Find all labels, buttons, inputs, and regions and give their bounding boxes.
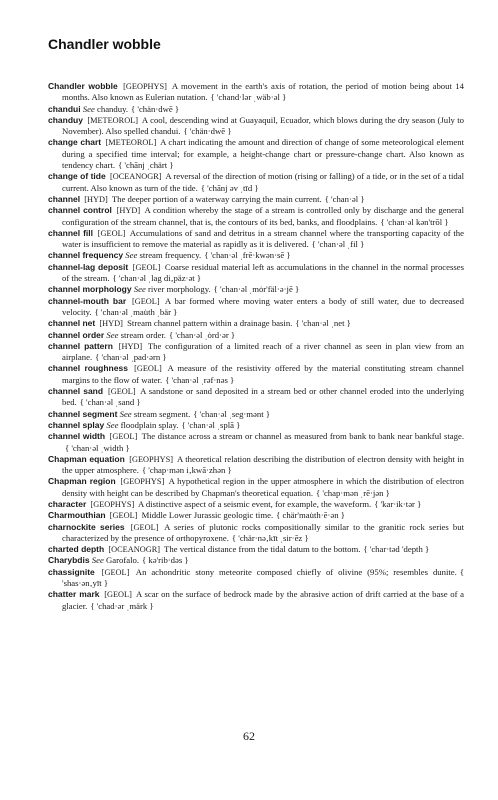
entry-subject-label: [HYD] <box>116 206 141 216</box>
entry-headword: character <box>48 498 87 509</box>
entry-headword: Charybdis <box>48 555 90 566</box>
entry-definition: Garofalo. <box>105 555 140 566</box>
entry-pronunciation: { 'chan·əl ˌnet } <box>295 318 351 329</box>
entry-definition: A series of plutonic rocks compositionally similar to the granitic rock series but characterized by the presence of orthopyroxene. <box>62 521 465 543</box>
dictionary-entry <box>48 510 464 521</box>
entry-definition: A theoretical relation describing the distribution of electron density with height in the upper atmosphere. <box>62 453 464 476</box>
entry-see-reference: See <box>91 555 104 566</box>
dictionary-entry <box>48 409 464 420</box>
dictionary-entry <box>48 341 464 364</box>
entry-pronunciation: { kə'rib·dəs } <box>142 555 189 566</box>
running-head: Chandler wobble <box>48 36 161 52</box>
entry-definition: The distance across a stream or channel as measured from bank to bank near bankful stage. <box>141 431 465 442</box>
entry-pronunciation: { 'chan·əl ˌseg·mənt } <box>193 408 271 419</box>
entry-pronunciation: { 'chand·lər ˌwäb·əl } <box>210 92 287 103</box>
dictionary-entry <box>48 330 464 341</box>
entry-headword: charted depth <box>48 544 105 555</box>
entry-headword: channel control <box>48 205 112 216</box>
entry-headword: channel-mouth bar <box>48 295 127 306</box>
dictionary-entry <box>48 228 464 251</box>
entry-headword: channel morphology <box>48 284 132 295</box>
entry-pronunciation: { 'chan·əl ˌfrē·kwən·sē } <box>204 250 291 261</box>
entry-headword: Chandler wobble <box>48 81 118 91</box>
entry-definition: Coarse residual material left as accumulations in the channel in the normal processes of the stream. <box>62 261 464 284</box>
entry-headword: channel sand <box>48 386 104 397</box>
entry-pronunciation: { 'chan·əl ˌlag di‚päz·ət } <box>112 273 202 284</box>
entry-headword: channel width <box>48 431 106 442</box>
entry-subject-label: [GEOPHYS] <box>123 82 167 91</box>
dictionary-entry <box>48 115 464 138</box>
entry-headword: chassignite <box>48 566 95 577</box>
entry-definition: The configuration of a limited reach of a river channel as seen in plan view from an airplane. <box>62 340 464 363</box>
dictionary-entry <box>48 194 464 205</box>
entry-definition: stream order. <box>120 329 166 340</box>
entry-pronunciation: { 'chär·nə‚kīt ˌsir·ēz } <box>231 532 309 543</box>
entry-pronunciation: { 'chan·əl ˌrəf·nəs } <box>165 374 235 385</box>
entry-definition: The deeper portion of a waterway carrying the main current. <box>111 193 322 204</box>
entry-subject-label: [HYD] <box>84 194 108 204</box>
entry-pronunciation: { chär'mau̇th·ē·ən } <box>276 510 345 521</box>
entry-definition: The vertical distance from the tidal datum to the bottom. <box>164 544 361 555</box>
entry-pronunciation: { 'chan·əl ˌsplā } <box>181 419 241 430</box>
entry-headword: change of tide <box>48 171 106 182</box>
entry-pronunciation: { 'chän·dwē } <box>131 103 180 114</box>
entry-subject-label: [GEOL] <box>101 567 130 577</box>
entry-headword: channel frequency <box>48 250 124 261</box>
entry-headword: channel roughness <box>48 363 128 374</box>
entry-subject-label: [GEOL] <box>132 262 161 272</box>
entry-pronunciation: { 'chan·əl ˌsand } <box>79 397 141 408</box>
dictionary-entry <box>48 555 464 566</box>
entry-definition: An achondritic stony meteorite composed chiefly of olivine (95%; resembles dunite. <box>135 566 457 577</box>
entry-headword: chatter mark <box>48 589 100 600</box>
entry-definition: A distinctive aspect of a seismic event, for example, the waveform. <box>137 498 372 509</box>
entry-headword: charnockite series <box>48 521 125 532</box>
entry-subject-label: [GEOL] <box>134 364 162 374</box>
dictionary-entry <box>48 386 464 409</box>
entry-subject-label: [GEOL] <box>104 590 132 600</box>
dictionary-entry <box>48 431 464 454</box>
entry-pronunciation: { 'chän·dwē } <box>183 126 232 137</box>
entry-pronunciation: { 'chan·əl ˌȯrd·ər } <box>168 329 236 340</box>
entry-pronunciation: { 'shas·ən‚yīt } <box>62 566 464 589</box>
entry-subject-label: [GEOPHYS] <box>120 477 165 487</box>
entry-headword: channel pattern <box>48 340 113 351</box>
entry-definition: stream segment. <box>133 408 191 419</box>
entry-pronunciation: { 'chap·mən ˌrē·jən } <box>316 487 390 498</box>
entry-pronunciation: { 'chad·ər ˌmärk } <box>90 600 154 611</box>
entry-pronunciation: { 'chānj əv ˌtīd } <box>200 182 259 193</box>
dictionary-entry <box>48 476 464 499</box>
entry-headword: channel splay <box>48 419 105 430</box>
entry-headword: channel segment <box>48 408 118 419</box>
entry-subject-label: [GEOPHYS] <box>90 499 135 509</box>
entry-subject-label: [HYD] <box>118 341 143 351</box>
entry-headword: channel net <box>48 318 96 329</box>
entry-subject-label: [OCEANOGR] <box>109 172 162 182</box>
entry-definition: stream frequency. <box>139 250 202 261</box>
entry-definition: A condition whereby the stage of a stream is controlled only by discharge and the general configuration of the stream channel, that is, the contours of its bed, banks, and floodplains. <box>62 205 464 227</box>
entry-headword: Chapman equation <box>48 453 125 464</box>
entry-definition: A movement in the earth's axis of rotation, the period of motion being about 14 months. Also known as Eulerian nutation. <box>62 81 464 103</box>
entry-see-reference: See <box>106 329 119 340</box>
entry-definition: chanduy. <box>97 103 129 114</box>
entry-see-reference: See <box>119 408 132 419</box>
entry-headword: channel order <box>48 329 105 340</box>
entry-subject-label: [GEOL] <box>109 511 138 521</box>
entry-headword: channel <box>48 193 81 204</box>
entry-definition: river morphology. <box>148 284 211 295</box>
entry-subject-label: [METEOROL] <box>87 115 139 125</box>
entry-headword: channel-lag deposit <box>48 261 129 272</box>
entry-list <box>48 81 464 612</box>
entry-see-reference: See <box>133 284 146 295</box>
dictionary-entry <box>48 250 464 261</box>
entry-subject-label: [METEOROL] <box>105 138 157 148</box>
entry-subject-label: [GEOPHYS] <box>129 454 174 464</box>
dictionary-entry <box>48 296 464 319</box>
dictionary-entry <box>48 205 464 228</box>
entry-headword: chanduy <box>48 114 83 125</box>
entry-headword: channel fill <box>48 227 93 238</box>
entry-definition: A sandstone or sand deposited in a stream bed or other channel eroded into the underlying bed. <box>62 386 465 408</box>
entry-subject-label: [GEOL] <box>97 228 126 238</box>
entry-subject-label: [GEOL] <box>107 387 136 397</box>
entry-pronunciation: { 'chan·əl ˌpad·ərn } <box>95 352 167 363</box>
entry-headword: chandui <box>48 103 81 114</box>
entry-pronunciation: { 'chap·mən i‚kwā·zhən } <box>141 465 232 476</box>
entry-pronunciation: { 'chan·əl ˌmȯr'fäl·ə·jē } <box>213 284 300 295</box>
entry-definition: Stream channel pattern within a drainage basin. <box>127 318 293 329</box>
entry-subject-label: [GEOL] <box>131 296 160 306</box>
dictionary-entry <box>48 318 464 329</box>
dictionary-entry <box>48 522 464 545</box>
entry-pronunciation: { 'kar·ik·tər } <box>374 498 422 509</box>
dictionary-entry <box>48 171 464 194</box>
entry-definition: A scar on the surface of bedrock made by the abrasive action of drift carried at the base of a glacier. <box>62 589 464 611</box>
dictionary-entry <box>48 284 464 295</box>
entry-see-reference: See <box>106 419 119 430</box>
dictionary-entry <box>48 589 464 612</box>
entry-pronunciation: { 'chan·əl ˌfil } <box>311 239 365 250</box>
dictionary-entry <box>48 454 464 477</box>
dictionary-entry <box>48 499 464 510</box>
dictionary-entry <box>48 262 464 285</box>
entry-definition: A chart indicating the amount and direction of change of some meteorological element during a specified time interval; for example, a height-change chart or pressure-change chart. Also known as tendency chart. <box>62 137 464 171</box>
entry-subject-label: [OCEANOGR] <box>108 545 160 555</box>
entry-pronunciation: { 'chānj ˌchärt } <box>118 160 174 171</box>
entry-subject-label: [GEOL] <box>109 432 138 442</box>
entry-definition: A measure of the resistivity offered by the material constituting stream channel margins to the flow of water. <box>62 363 464 385</box>
entry-headword: Chapman region <box>48 476 116 487</box>
entry-subject-label: [HYD] <box>99 319 123 329</box>
dictionary-entry <box>48 544 464 555</box>
entry-see-reference: See <box>125 250 138 261</box>
entry-pronunciation: { 'chan·əl } <box>324 193 365 204</box>
entry-headword: Charmouthian <box>48 510 106 521</box>
entry-headword: change chart <box>48 137 102 148</box>
dictionary-entry <box>48 81 464 104</box>
dictionary-entry <box>48 567 464 590</box>
dictionary-entry <box>48 363 464 386</box>
entry-definition: Accumulations of sand and detritus in a stream channel where the transporting capacity of the water is insufficient to remove the material as rapidly as it is delivered. <box>62 227 465 250</box>
entry-definition: A hypothetical region in the upper atmosphere in which the distribution of electron density with height can be described by Chapman's theoretical equation. <box>62 476 465 498</box>
entry-definition: floodplain splay. <box>120 419 179 430</box>
dictionary-entry <box>48 137 464 171</box>
page-number: 62 <box>243 729 255 743</box>
entry-definition: A reversal of the direction of motion (rising or falling) of a tide, or in the set of a tidal current. Also known as turn of the tide. <box>62 171 464 193</box>
entry-definition: Middle Lower Jurassic geologic time. <box>141 510 274 521</box>
entry-pronunciation: { 'chan·əl ˌwidth } <box>65 442 130 453</box>
entry-subject-label: [GEOL] <box>130 522 159 532</box>
entry-pronunciation: { 'char·təd 'depth } <box>363 544 430 555</box>
dictionary-entry <box>48 104 464 115</box>
entry-definition: A bar formed where moving water enters a body of still water, due to decreased velocity. <box>62 295 464 317</box>
entry-definition: A cool, descending wind at Guayaquil, Ecuador, which blows during the dry season (July to November). Also spelled chandui. <box>62 114 464 137</box>
entry-pronunciation: { 'chan·əl kən'trōl } <box>380 216 449 227</box>
dictionary-entry <box>48 420 464 431</box>
entry-see-reference: See <box>82 103 95 114</box>
entry-pronunciation: { 'chan·əl ˌmau̇th ˌbär } <box>94 306 178 317</box>
